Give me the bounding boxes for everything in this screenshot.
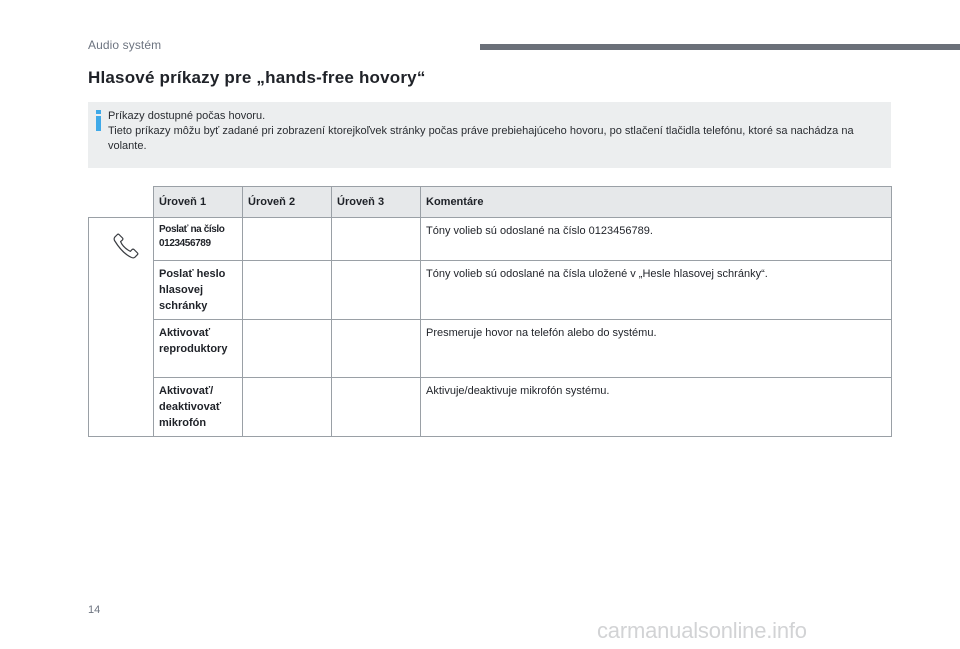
comment-cell: Tóny volieb sú odoslané na čísla uložené v „Hesle hlasovej schránky“. (421, 261, 892, 320)
table-row (89, 218, 892, 261)
icon-cell (89, 218, 154, 437)
table-row (89, 378, 892, 437)
column-header-level-3: Úroveň 3 (332, 187, 421, 218)
level-2-cell (243, 320, 332, 378)
voice-command-table (88, 186, 892, 437)
header-bar (480, 44, 960, 50)
info-line-2: Tieto príkazy môžu byť zadané pri zobrazení ktorejkoľvek stránky počas práve prebiehajúceho hovoru, po stlačení tlačidla telefónu, ktoré sa nachádza na volante. (108, 125, 854, 152)
table-row (89, 261, 892, 320)
level-3-cell (332, 320, 421, 378)
level-2-cell (243, 218, 332, 261)
watermark: carmanualsonline.info (597, 618, 807, 643)
column-header-level-1: Úroveň 1 (154, 187, 243, 218)
level-2-cell (243, 261, 332, 320)
column-header-level-2: Úroveň 2 (243, 187, 332, 218)
table-row (89, 320, 892, 378)
page-title: Hlasové príkazy pre „hands-free hovory“ (88, 68, 426, 87)
level-1-cell: Poslať na číslo 0123456789 (154, 218, 243, 261)
table-header-row (89, 187, 892, 218)
phone-icon (111, 231, 141, 261)
page-number: 14 (88, 604, 101, 616)
comment-cell: Aktivuje/deaktivuje mikrofón systému. (421, 378, 892, 437)
level-3-cell (332, 261, 421, 320)
section-label: Audio systém (88, 38, 162, 52)
level-3-cell (332, 378, 421, 437)
info-line-1: Príkazy dostupné počas hovoru. (108, 110, 266, 122)
level-2-cell (243, 378, 332, 437)
level-3-cell (332, 218, 421, 261)
level-1-cell: Aktivovať reproduktory (154, 320, 243, 378)
column-header-comments: Komentáre (421, 187, 892, 218)
info-box (88, 102, 891, 168)
level-1-cell: Aktivovať/ deaktivovať mikrofón (154, 378, 243, 437)
comment-cell: Presmeruje hovor na telefón alebo do systému. (421, 320, 892, 378)
level-1-cell: Poslať heslo hlasovej schránky (154, 261, 243, 320)
comment-cell: Tóny volieb sú odoslané na číslo 0123456789. (421, 218, 892, 261)
info-icon (94, 110, 104, 132)
header-blank-cell (89, 187, 154, 218)
info-text (108, 109, 883, 154)
